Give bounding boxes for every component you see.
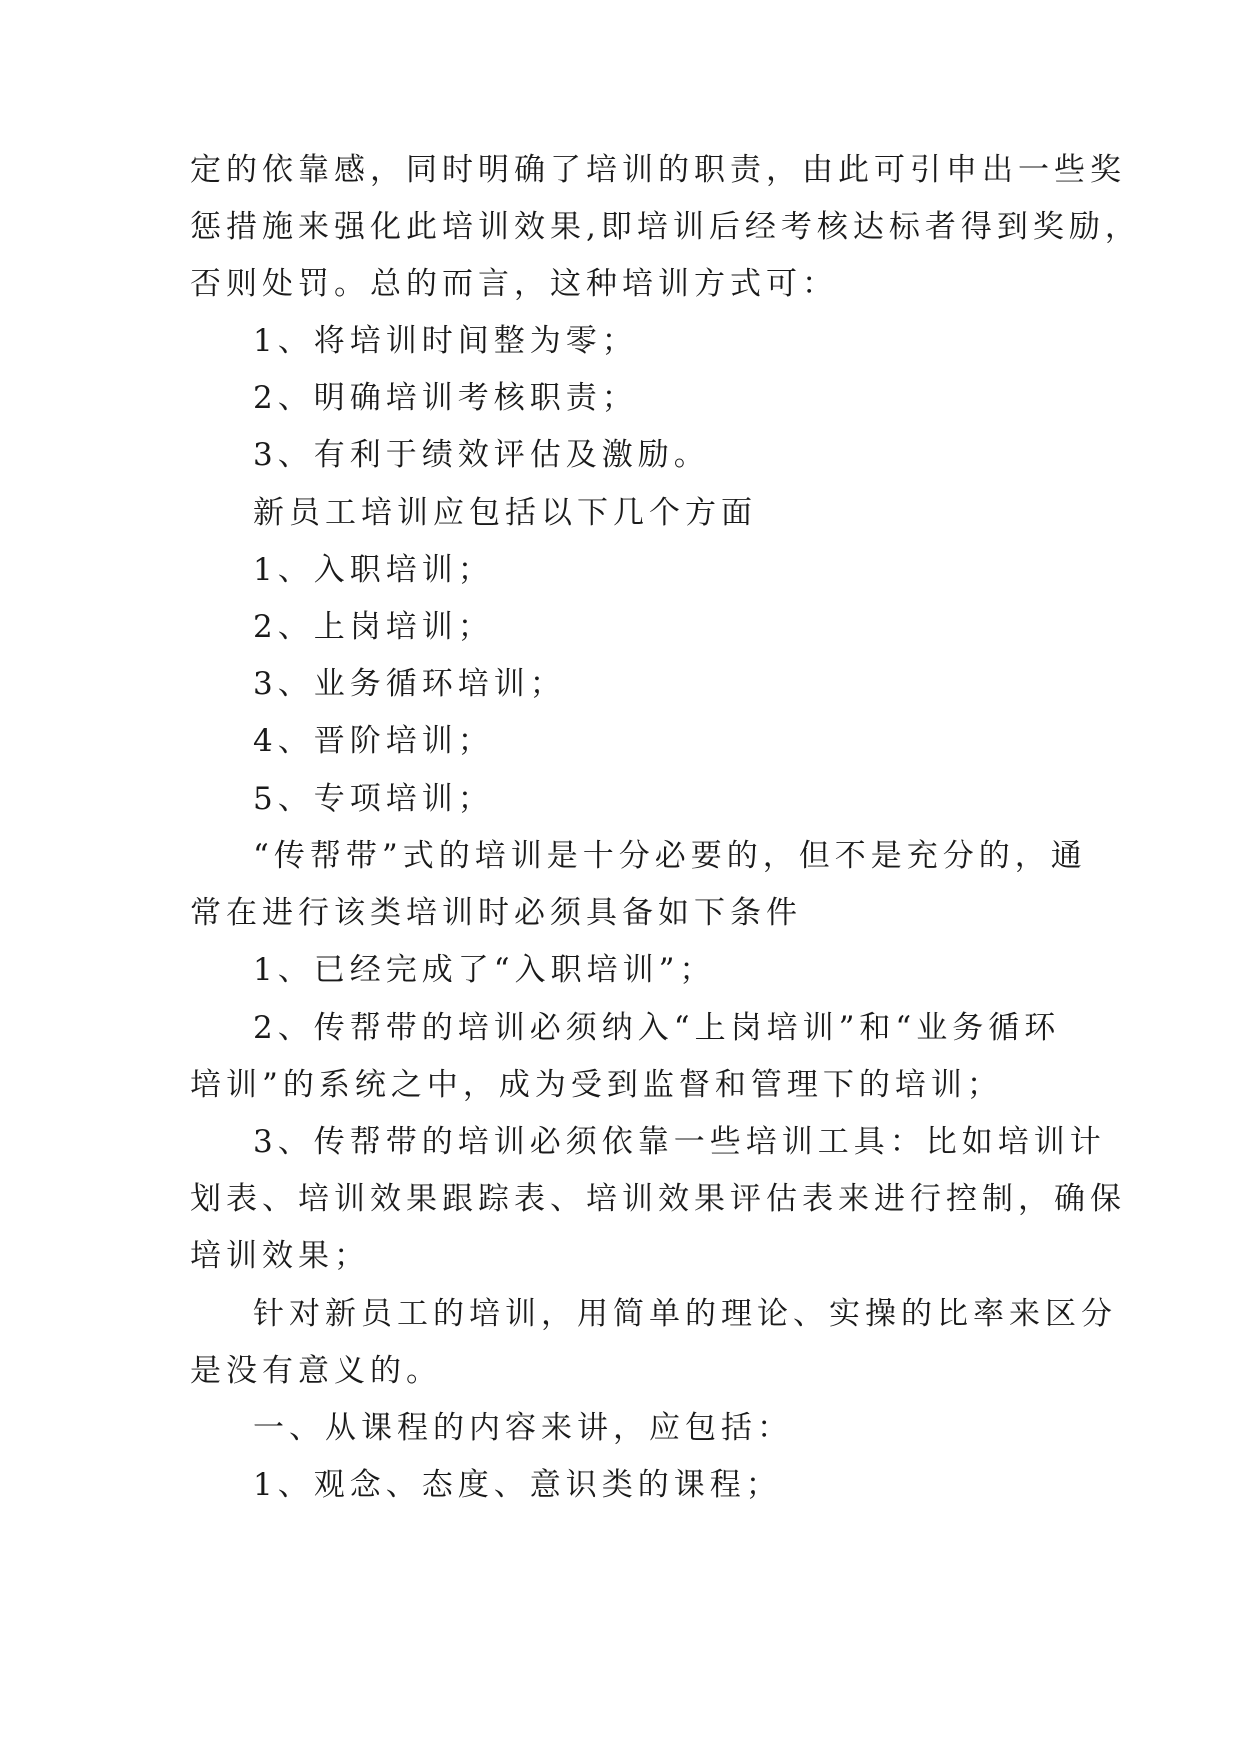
list-item: 1、观念、态度、意识类的课程； [253,1467,782,1503]
list-item-continued: 培训效果； [190,1238,370,1274]
text-line: 否则处罚。总的而言，这种培训方式可： [190,266,838,302]
list-item: 3、传帮带的培训必须依靠一些培训工具：比如培训计 [253,1124,1106,1160]
list-item-continued: 培训”的系统之中，成为受到监督和管理下的培训； [190,1067,1003,1103]
section-heading: 一、从课程的内容来讲，应包括： [253,1410,793,1446]
list-item: 2、明确培训考核职责； [253,380,638,416]
text-line: 定的依靠感，同时明确了培训的职责，由此可引申出一些奖 [190,152,1126,188]
paragraph-line: “传帮带”式的培训是十分必要的，但不是充分的，通 [253,838,1087,874]
section-heading: 新员工培训应包括以下几个方面 [253,495,757,531]
list-item: 2、上岗培训； [253,609,494,645]
list-item: 4、晋阶培训； [253,723,494,759]
list-item-continued: 划表、培训效果跟踪表、培训效果评估表来进行控制，确保 [190,1181,1126,1217]
paragraph-line: 常在进行该类培训时必须具备如下条件 [190,895,802,931]
list-item: 5、专项培训； [253,781,494,817]
paragraph-line: 针对新员工的培训，用简单的理论、实操的比率来区分 [253,1296,1117,1332]
list-item: 3、业务循环培训； [253,666,566,702]
list-item: 1、已经完成了“入职培训”； [253,952,716,988]
list-item: 1、入职培训； [253,552,494,588]
list-item: 2、传帮带的培训必须纳入“上岗培训”和“业务循环 [253,1010,1061,1046]
text-line: 惩措施来强化此培训效果,即培训后经考核达标者得到奖励， [190,209,1141,245]
list-item: 3、有利于绩效评估及激励。 [253,437,710,473]
paragraph-line: 是没有意义的。 [190,1353,442,1389]
list-item: 1、将培训时间整为零； [253,323,638,359]
